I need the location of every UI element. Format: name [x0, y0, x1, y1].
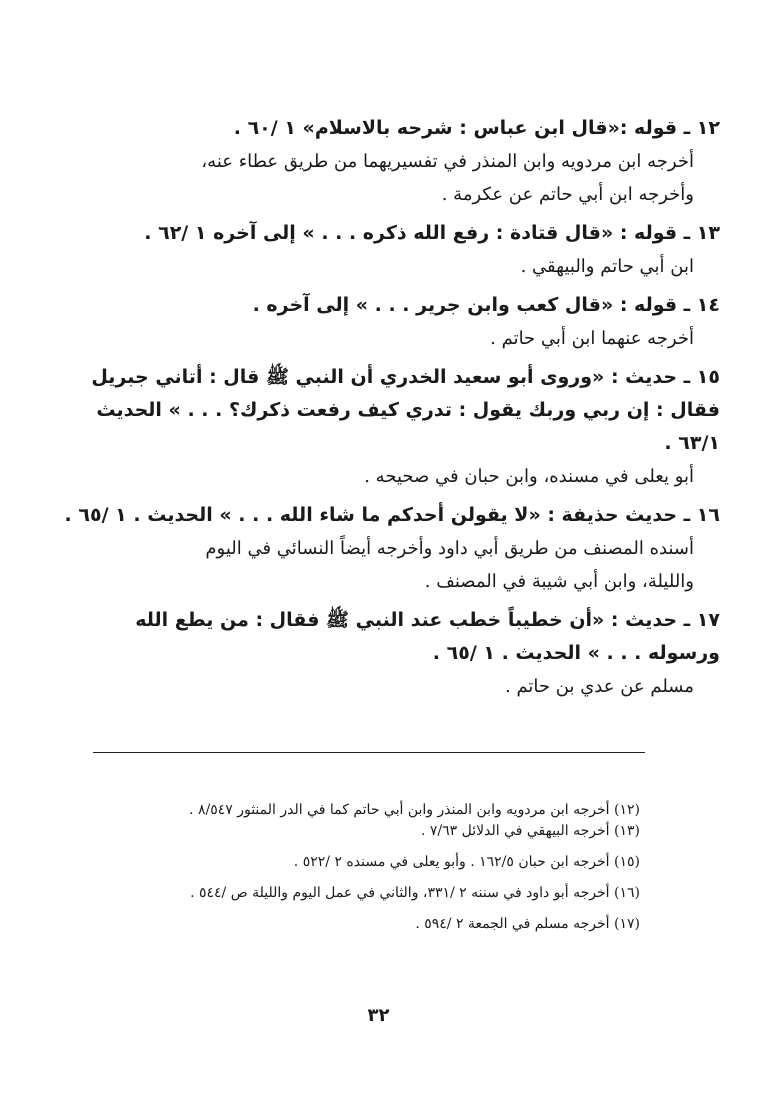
- entry-15: [80, 361, 720, 493]
- entry-body-line: أخرجه ابن مردويه وابن المنذر في تفسيريهما من طريق عطاء عنه،: [201, 151, 694, 172]
- entry-body-line: أبو يعلى في مسنده، وابن حبان في صحيحه .: [364, 466, 694, 487]
- entry-heading: ١٣ ـ قوله : «قال قتادة : رفع الله ذكره . . . » إلى آخره ١ /٦٢ .: [144, 222, 720, 244]
- footnote-15: (١٥) أخرجه ابن حبان ١٦٢/٥ . وأبو يعلى في مسنده ٢ /٥٢٢ .: [293, 854, 640, 870]
- page-number: ٣٢: [367, 1005, 390, 1026]
- entry-body-line: أخرجه عنهما ابن أبي حاتم .: [490, 328, 694, 349]
- footnote-13: (١٣) أخرجه البيهقي في الدلائل ٧/٦٣ .: [420, 823, 640, 839]
- entry-13: [80, 217, 720, 283]
- footnote-17: (١٧) أخرجه مسلم في الجمعة ٢ /٥٩٤ .: [415, 916, 640, 932]
- entry-heading: ١٢ ـ قوله :«قال ابن عباس : شرحه بالاسلام» ١ /٦٠ .: [233, 117, 720, 139]
- entry-heading: ١٤ ـ قوله : «قال كعب وابن جرير . . . » إلى آخره .: [252, 294, 720, 316]
- entry-14: [80, 289, 720, 355]
- entry-heading: ١٧ ـ حديث : «أن خطيباً خطب عند النبي ﷺ فقال : من يطع الله ورسوله . . . » الحديث . ١ /٦٥ .: [135, 609, 720, 664]
- entry-16: [64, 499, 720, 598]
- entry-body-line: وأخرجه ابن أبي حاتم عن عكرمة .: [441, 184, 694, 205]
- entry-body-line: أسنده المصنف من طريق أبي داود وأخرجه أيضاً النسائي في اليوم: [205, 538, 694, 559]
- footnote-16: (١٦) أخرجه أبو داود في سننه ٢ /٣٣١، والثاني في عمل اليوم والليلة ص /٥٤٤ .: [190, 885, 640, 901]
- entry-12: [80, 112, 720, 211]
- entry-17: [80, 604, 720, 703]
- footnotes: [100, 800, 640, 935]
- entry-body-line: مسلم عن عدي بن حاتم .: [505, 676, 694, 697]
- main-text: [64, 112, 720, 703]
- footnote-divider: [93, 752, 645, 753]
- entry-heading: ١٦ ـ حديث حذيفة : «لا يقولن أحدكم ما شاء الله . . . » الحديث . ١ /٦٥ .: [64, 504, 720, 526]
- entry-body-line: والليلة، وابن أبي شيبة في المصنف .: [424, 571, 694, 592]
- entry-heading: ١٥ ـ حديث : «وروى أبو سعيد الخدري أن النبي ﷺ قال : أتاني جبريل فقال : إن ربي وربك يقول : تدري كيف رفعت ذكرك؟ . . . » الحديث ٦٣/١ .: [91, 366, 720, 454]
- entry-body-line: ابن أبي حاتم والبيهقي .: [520, 256, 694, 277]
- footnote-12: (١٢) أخرجه ابن مردويه وابن المنذر وابن أبي حاتم كما في الدر المنثور ٨/٥٤٧ .: [189, 802, 640, 818]
